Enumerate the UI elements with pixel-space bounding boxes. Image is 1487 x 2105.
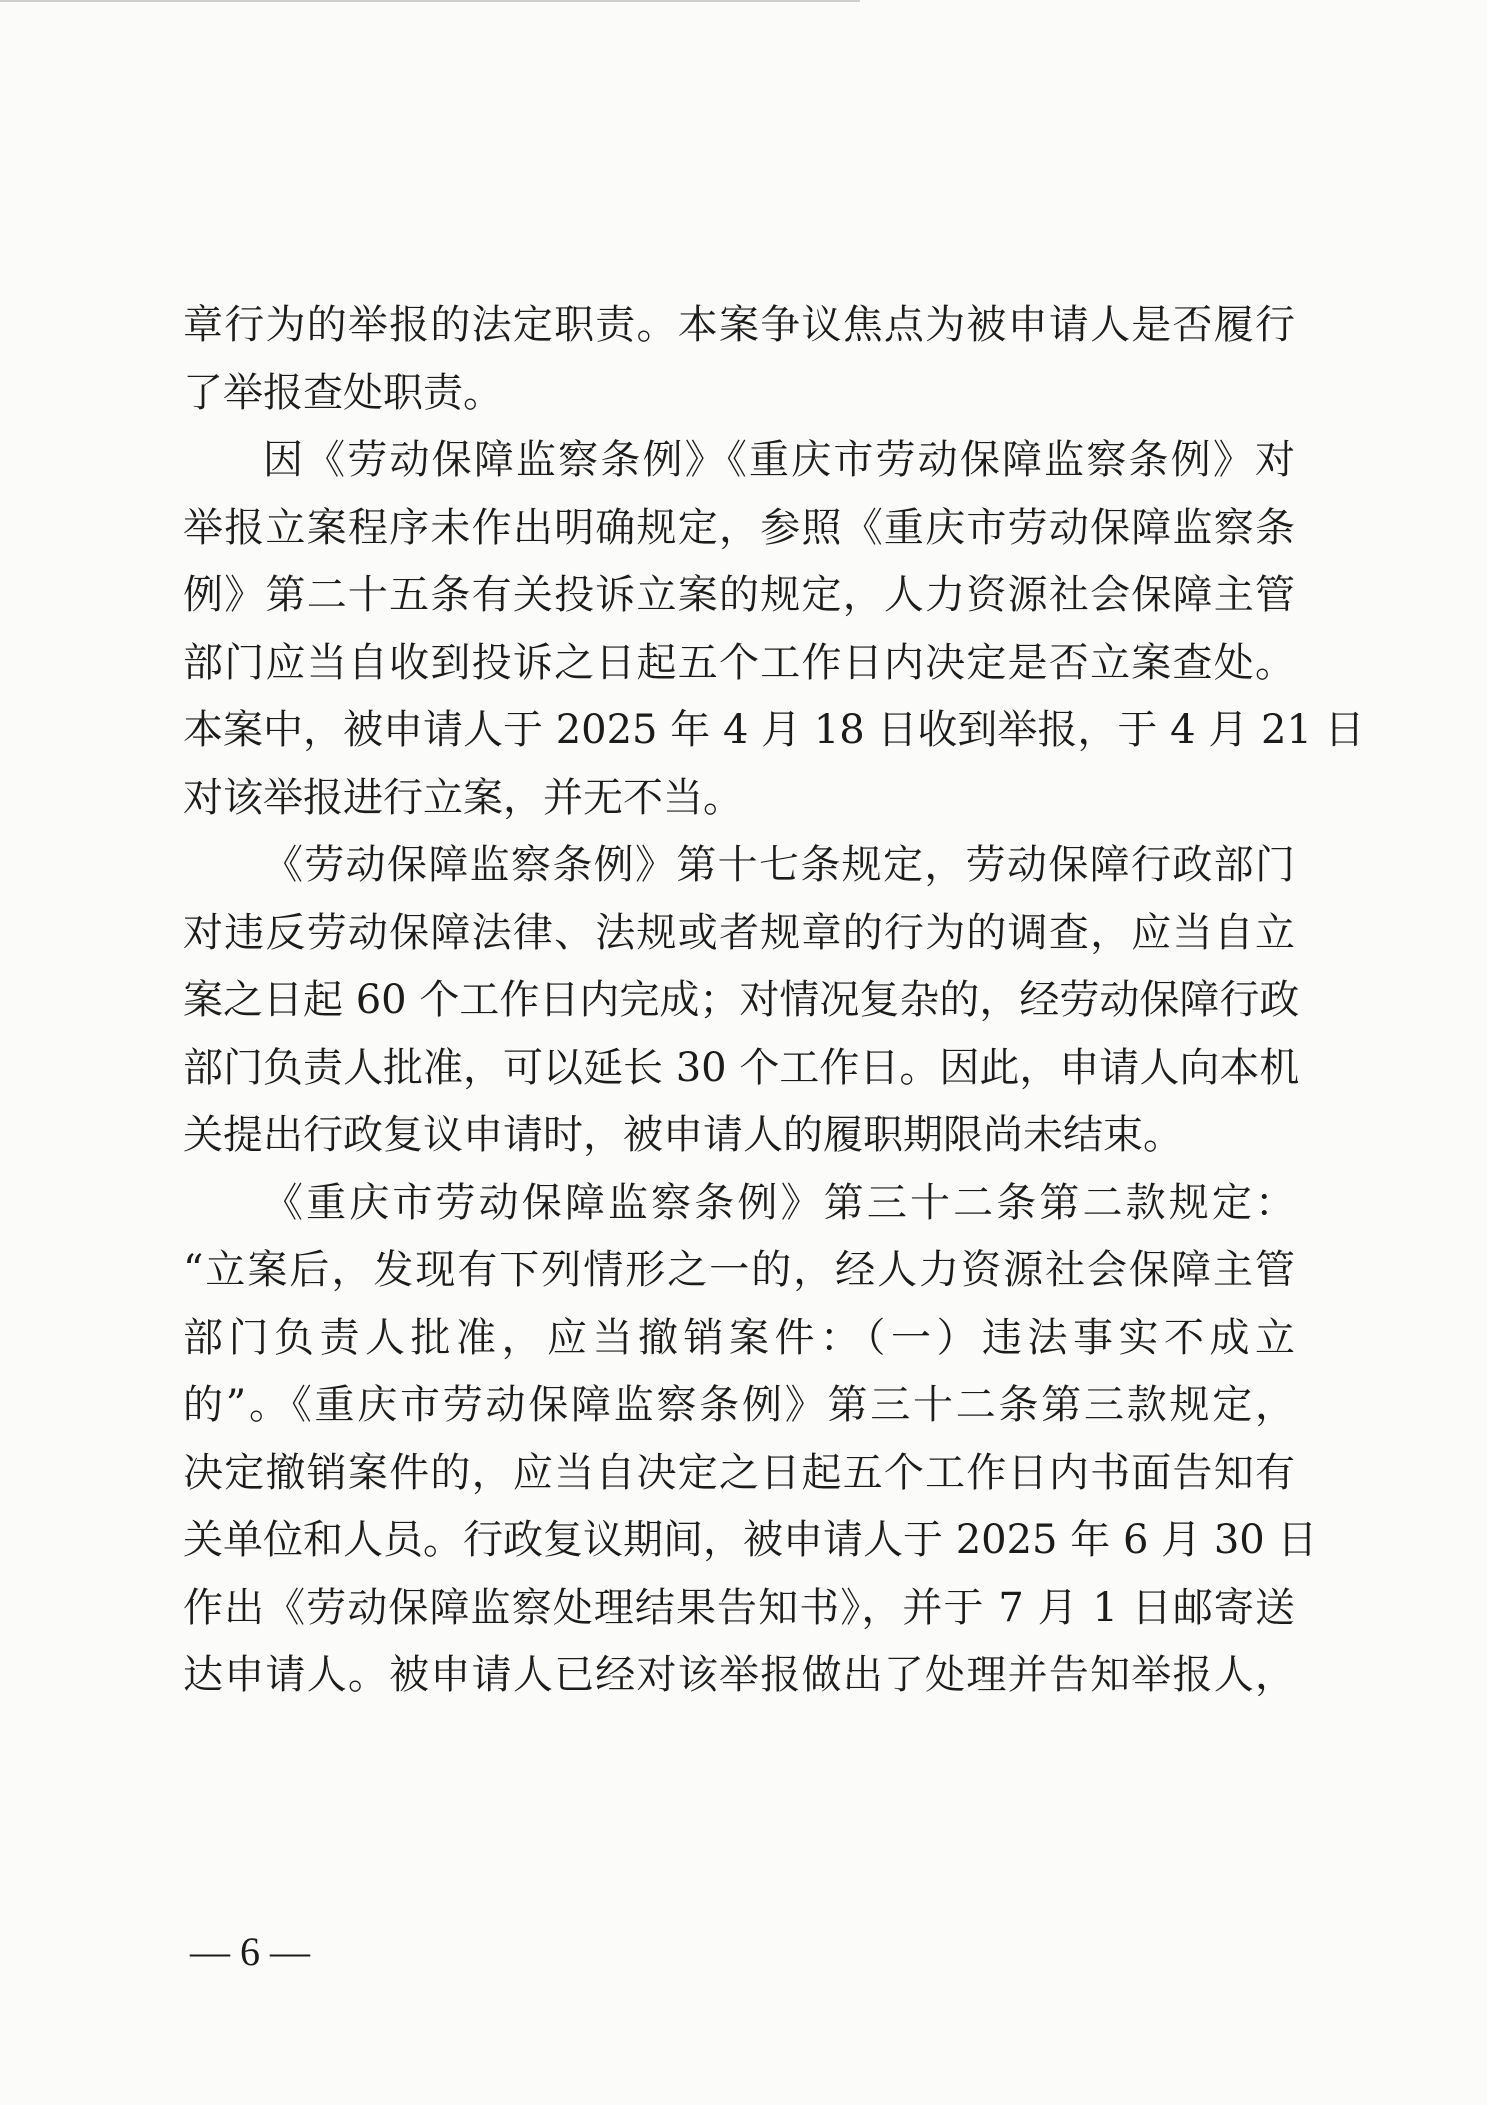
text-line: 部门负责人批准，可以延长 30 个工作日。因此，申请人向本机: [183, 1044, 1300, 1091]
text-line: 《重庆市劳动保障监察条例》第三十二条第二款规定：: [263, 1179, 1295, 1226]
body-text: [183, 292, 1365, 1710]
text-line: 例》第二十五条有关投诉立案的规定，人力资源社会保障主管: [183, 572, 1295, 618]
page-number: — 6 —: [190, 1929, 310, 1974]
text-line: 章行为的举报的法定职责。本案争议焦点为被申请人是否履行: [183, 302, 1295, 348]
text-line: 对该举报进行立案，并无不当。: [183, 774, 743, 821]
text-line: 作出《劳动保障监察处理结果告知书》，并于 7 月 1 日邮寄送: [183, 1584, 1295, 1631]
text-line: 关单位和人员。行政复议期间，被申请人于 2025 年 6 月 30 日: [183, 1517, 1318, 1563]
text-line: 案之日起 60 个工作日内完成；对情况复杂的，经劳动保障行政: [183, 977, 1300, 1023]
text-line: 《劳动保障监察条例》第十七条规定，劳动保障行政部门: [263, 842, 1295, 888]
text-line: 关提出行政复议申请时，被申请人的履职期限尚未结束。: [183, 1112, 1183, 1158]
text-line: 的”。《重庆市劳动保障监察条例》第三十二条第三款规定，: [183, 1382, 1295, 1428]
text-line: 因《劳动保障监察条例》《重庆市劳动保障监察条例》对: [263, 437, 1295, 483]
text-line: 决定撤销案件的，应当自决定之日起五个工作日内书面告知有: [183, 1449, 1295, 1496]
text-line: 部门应当自收到投诉之日起五个工作日内决定是否立案查处。: [183, 639, 1295, 686]
text-line: 本案中，被申请人于 2025 年 4 月 18 日收到举报，于 4 月 21 日: [183, 707, 1365, 753]
text-line: 举报立案程序未作出明确规定，参照《重庆市劳动保障监察条: [183, 504, 1295, 551]
text-line: “立案后，发现有下列情形之一的，经人力资源社会保障主管: [183, 1247, 1295, 1293]
top-border-line: [0, 0, 860, 2]
text-line: 对违反劳动保障法律、法规或者规章的行为的调查，应当自立: [183, 909, 1295, 956]
text-line: 了举报查处职责。: [183, 369, 503, 416]
text-line: 达申请人。被申请人已经对该举报做出了处理并告知举报人，: [183, 1652, 1295, 1698]
text-line: 部门负责人批准，应当撤销案件：（一）违法事实不成立: [183, 1314, 1295, 1361]
